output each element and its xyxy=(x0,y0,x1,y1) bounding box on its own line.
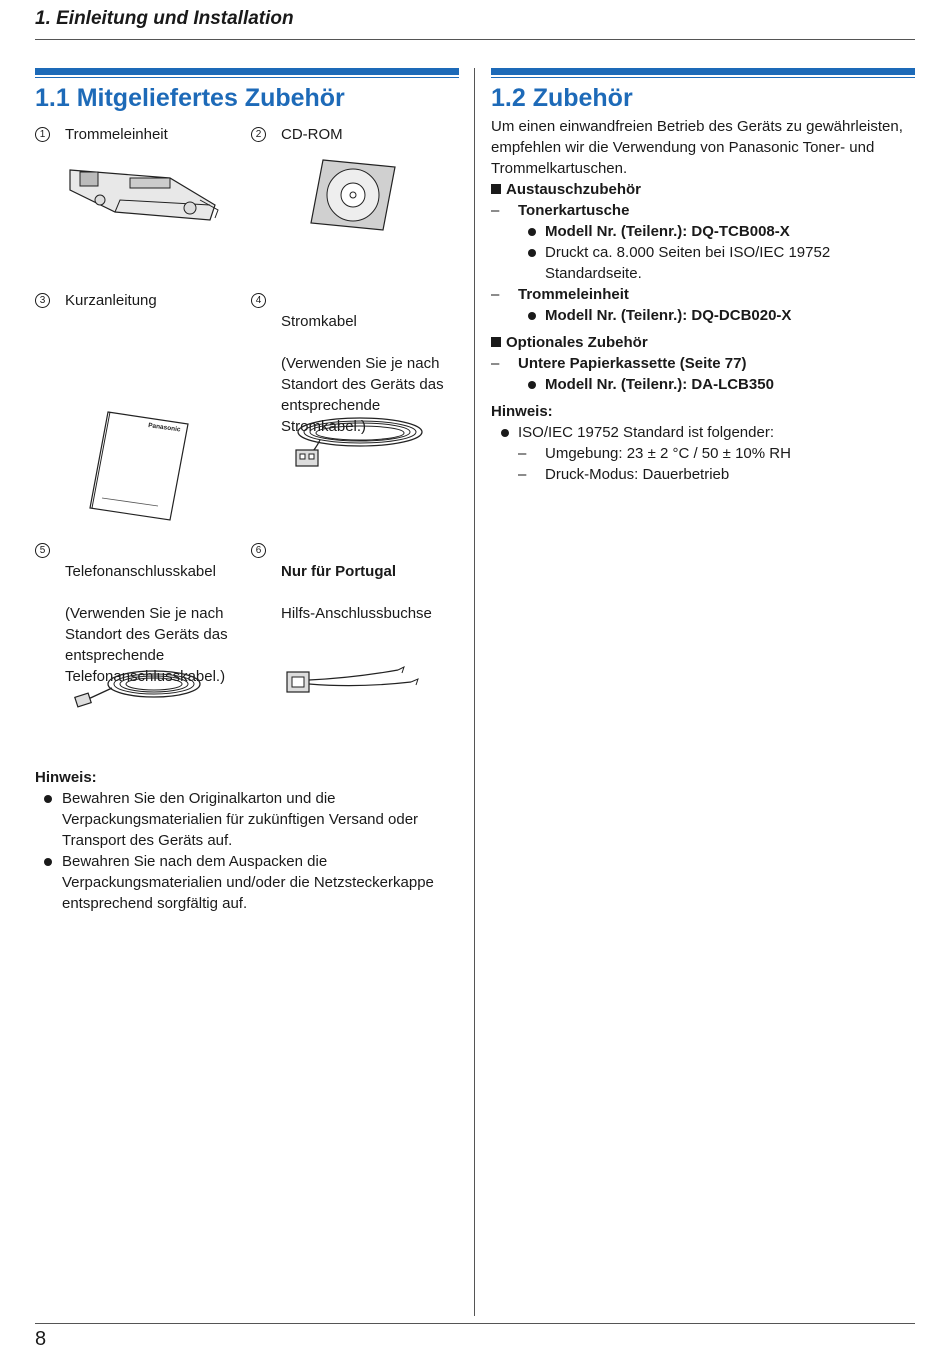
item-label: Trommeleinheit xyxy=(65,126,168,143)
intro-line: empfehlen wir die Verwendung von Panasonic Toner- und xyxy=(491,139,875,156)
optional-heading: Optionales Zubehör xyxy=(506,334,648,351)
item-label: Stromkabel xyxy=(281,313,357,330)
note-line: Bewahren Sie nach dem Auspacken die xyxy=(62,853,328,870)
toner-label: Tonerkartusche xyxy=(518,202,630,219)
note-line: Verpackungsmaterialien für zukünftigen Versand oder xyxy=(62,811,419,828)
item-number: 3 xyxy=(35,293,50,308)
bullet-icon xyxy=(528,249,536,257)
note-line: Bewahren Sie den Originalkarton und die xyxy=(62,790,336,807)
tray-label: Untere Papierkassette (Seite 77) xyxy=(518,355,747,372)
replacement-heading: Austauschzubehör xyxy=(506,181,642,198)
footer-rule xyxy=(35,1323,915,1324)
bullet-icon xyxy=(528,228,536,236)
item-label: Telefonanschlusskabel xyxy=(65,563,216,580)
section-2-title: 1.2 Zubehör xyxy=(491,84,633,112)
dash-marker: – xyxy=(491,286,500,303)
drum-unit-illustration xyxy=(60,160,225,230)
bullet-icon xyxy=(528,381,536,389)
item-number: 4 xyxy=(251,293,266,308)
item-number: 5 xyxy=(35,543,50,558)
item-label: Nur für Portugal xyxy=(281,563,396,580)
square-bullet-icon xyxy=(491,337,501,347)
section-1-title: 1.1 Mitgeliefertes Zubehör xyxy=(35,84,345,112)
quick-guide-illustration xyxy=(88,410,193,525)
drum-model: Modell Nr. (Teilenr.): DQ-DCB020-X xyxy=(545,307,792,324)
page-number: 8 xyxy=(35,1328,47,1350)
header-rule xyxy=(35,39,915,40)
item-sub-label: (Verwenden Sie je nach Standort des Geräts das entsprechende Telefonanschlusskabel.) xyxy=(65,605,228,685)
note-2-heading: Hinweis: xyxy=(491,403,553,420)
tray-model: Modell Nr. (Teilenr.): DA-LCB350 xyxy=(545,376,774,393)
section-1-bar xyxy=(35,68,459,75)
intro-line: Um einen einwandfreien Betrieb des Geräts zu gewährleisten, xyxy=(491,118,903,135)
note-2-bullet: ISO/IEC 19752 Standard ist folgender: xyxy=(518,424,774,441)
note-line: Verpackungsmaterialien und/oder die Netzsteckerkappe xyxy=(62,874,434,891)
dash-marker: – xyxy=(491,355,500,372)
item-number: 6 xyxy=(251,543,266,558)
item-number: 1 xyxy=(35,127,50,142)
section-2-bar-thin xyxy=(491,77,915,78)
section-1-bar-thin xyxy=(35,77,459,78)
telephone-cord-illustration xyxy=(72,662,207,714)
column-divider xyxy=(474,68,475,1316)
item-number: 2 xyxy=(251,127,266,142)
item-sub-label: Hilfs-Anschlussbuchse xyxy=(281,605,432,622)
intro-line: Trommelkartuschen. xyxy=(491,160,628,177)
dash-marker: – xyxy=(518,466,527,483)
page-header-title: 1. Einleitung und Installation xyxy=(35,8,294,29)
toner-pages-line: Druckt ca. 8.000 Seiten bei ISO/IEC 19752 xyxy=(545,244,831,261)
bullet-icon xyxy=(44,858,52,866)
section-2-bar xyxy=(491,68,915,75)
booklet-brand: Panasonic xyxy=(147,422,181,434)
item-label: Kurzanleitung xyxy=(65,292,157,309)
auxiliary-socket-illustration xyxy=(283,662,423,702)
bullet-icon xyxy=(501,429,509,437)
bullet-icon xyxy=(528,312,536,320)
power-cord-illustration xyxy=(280,410,430,475)
drum-label: Trommeleinheit xyxy=(518,286,629,303)
square-bullet-icon xyxy=(491,184,501,194)
item-sub-label: (Verwenden Sie je nach Standort des Geräts das entsprechende Stromkabel.) xyxy=(281,355,444,435)
cd-rom-illustration xyxy=(305,155,400,235)
dash-marker: – xyxy=(518,445,527,462)
dash-marker: – xyxy=(491,202,500,219)
bullet-icon xyxy=(44,795,52,803)
toner-model: Modell Nr. (Teilenr.): DQ-TCB008-X xyxy=(545,223,790,240)
note-2-environment: Umgebung: 23 ± 2 °C / 50 ± 10% RH xyxy=(545,445,791,462)
note-heading: Hinweis: xyxy=(35,769,97,786)
note-line: entsprechend sorgfältig auf. xyxy=(62,895,248,912)
note-line: Transport des Geräts auf. xyxy=(62,832,233,849)
note-2-print-mode: Druck-Modus: Dauerbetrieb xyxy=(545,466,730,483)
toner-pages-line: Standardseite. xyxy=(545,265,642,282)
item-label: CD-ROM xyxy=(281,126,343,143)
